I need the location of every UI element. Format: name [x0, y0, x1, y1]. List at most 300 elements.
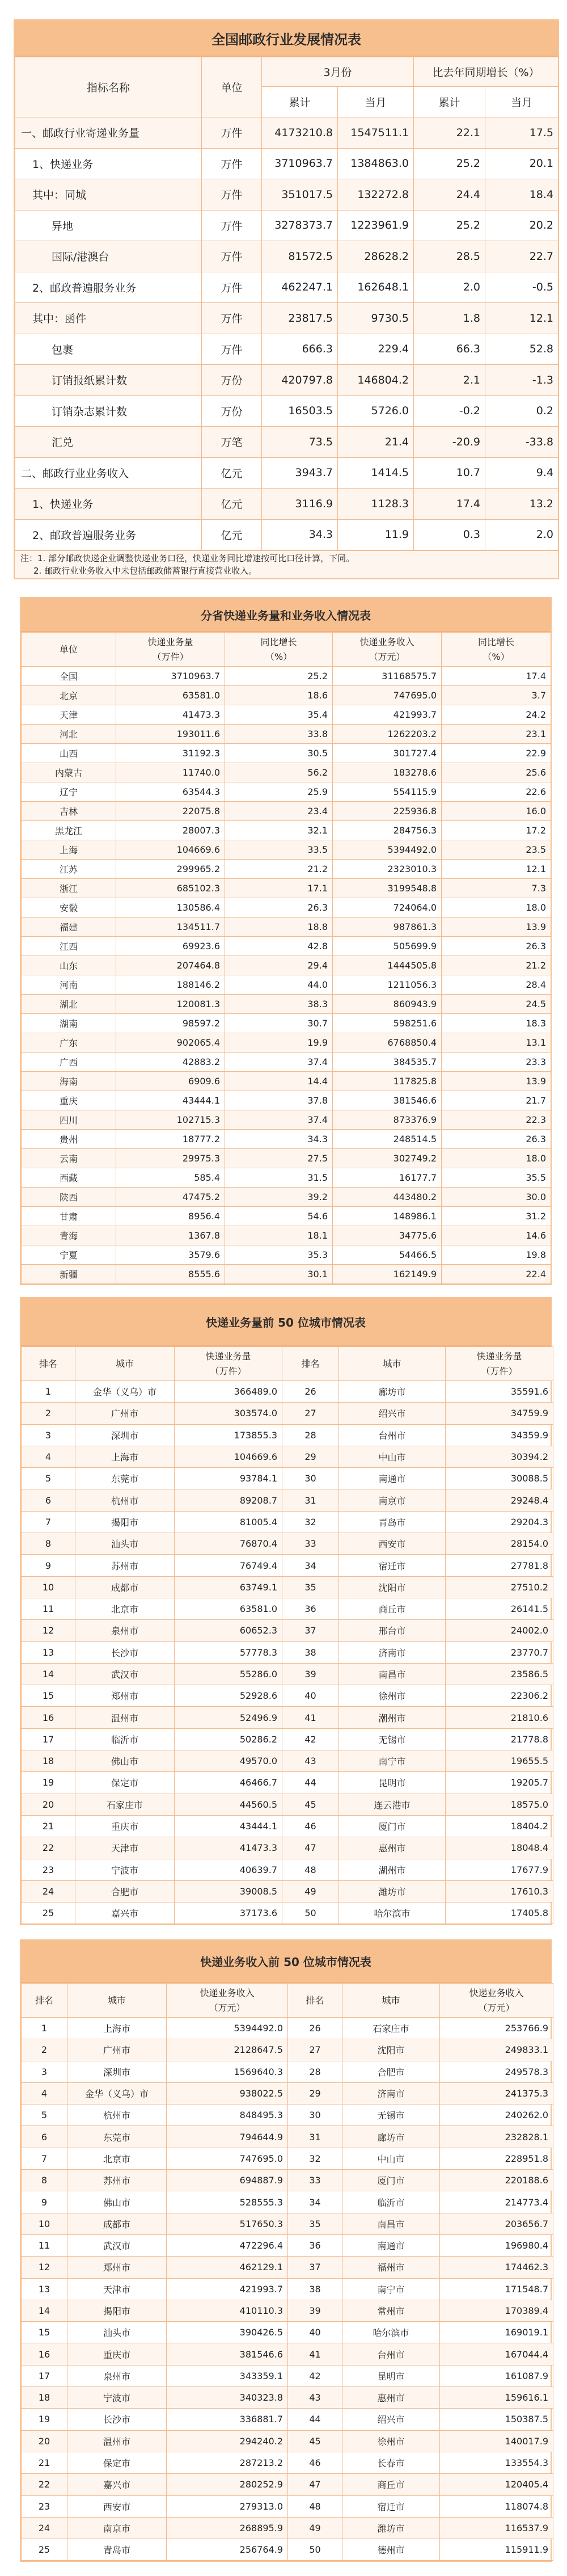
rank-cell: 25 [22, 2539, 67, 2561]
city-cell: 广州市 [67, 2039, 167, 2061]
growth-current-cell: 52.8 [485, 334, 558, 365]
indicator-name-cell: 1、快递业务 [15, 489, 202, 520]
table-row [22, 1053, 551, 1072]
growth-cumulative-cell: 0.3 [414, 519, 485, 550]
value-cell: 303574.0 [175, 1403, 282, 1424]
value-cell: 26141.5 [446, 1598, 553, 1619]
header-city: 城市 [75, 1347, 175, 1381]
table-row [22, 1091, 551, 1110]
revenue-growth-cell: 18.0 [442, 1149, 551, 1168]
rank-cell: 3 [22, 1424, 75, 1446]
header-cumulative: 累计 [262, 87, 338, 117]
revenue-cell: 384535.7 [333, 1053, 442, 1072]
rank-cell: 22 [22, 1837, 75, 1859]
city-cell: 揭阳市 [67, 2300, 167, 2321]
table-row [22, 2409, 553, 2430]
table-row [22, 2322, 553, 2343]
revenue-growth-cell: 31.2 [442, 1207, 551, 1226]
value-cell: 848495.3 [167, 2104, 288, 2126]
volume-cell: 42883.2 [116, 1053, 225, 1072]
rank-cell: 2 [22, 1403, 75, 1424]
header-rank: 排名 [22, 1984, 67, 2018]
rank-cell: 2 [22, 2039, 67, 2061]
city-cell: 泉州市 [67, 2365, 167, 2386]
city-cell: 北京市 [75, 1598, 175, 1619]
revenue-growth-cell: 23.5 [442, 840, 551, 860]
growth-current-cell: 12.1 [485, 303, 558, 334]
value-cell: 390426.5 [167, 2322, 288, 2343]
city-cell: 邢台市 [339, 1620, 446, 1641]
revenue-cell: 443480.2 [333, 1188, 442, 1207]
volume-growth-cell: 54.6 [225, 1207, 333, 1226]
rank-cell: 43 [282, 1750, 339, 1772]
value-cell: 343359.1 [167, 2365, 288, 2386]
city-cell: 连云港市 [339, 1794, 446, 1815]
city-cell: 广州市 [75, 1403, 175, 1424]
city-cell: 南昌市 [342, 2213, 440, 2234]
cumulative-cell: 420797.8 [262, 365, 338, 396]
rank-cell: 35 [282, 1576, 339, 1598]
city-cell: 长沙市 [67, 2409, 167, 2430]
rank-cell: 31 [282, 1489, 339, 1511]
national-postal-grid [15, 57, 558, 550]
volume-growth-cell: 35.3 [225, 1245, 333, 1265]
rank-cell: 31 [288, 2126, 342, 2148]
city-cell: 青岛市 [67, 2539, 167, 2561]
value-cell: 52496.9 [175, 1707, 282, 1728]
city-cell: 合肥市 [75, 1880, 175, 1902]
table-row [22, 1130, 551, 1149]
table-row [22, 1902, 553, 1924]
city-cell: 廊坊市 [342, 2126, 440, 2148]
value-cell: 29248.4 [446, 1489, 553, 1511]
province-cell: 广西 [22, 1053, 116, 1072]
city-cell: 深圳市 [67, 2061, 167, 2082]
province-cell: 安徽 [22, 898, 116, 917]
header-city-2: 城市 [339, 1347, 446, 1381]
volume-cell: 1367.8 [116, 1226, 225, 1245]
table-row [22, 821, 551, 840]
cumulative-cell: 351017.5 [262, 179, 338, 211]
revenue-growth-cell: 23.3 [442, 1053, 551, 1072]
value-cell: 120405.4 [440, 2474, 553, 2495]
header-volume: 快递业务量 （万件） [116, 633, 225, 667]
header-revenue-growth: 同比增长 （%） [442, 633, 551, 667]
unit-cell: 万件 [202, 303, 262, 334]
province-cell: 全国 [22, 667, 116, 686]
value-cell: 18575.0 [446, 1794, 553, 1815]
cumulative-cell: 16503.5 [262, 395, 338, 427]
table-row [22, 937, 551, 956]
revenue-growth-cell: 25.6 [442, 763, 551, 782]
indicator-name-cell: 2、邮政普遍服务业务 [15, 519, 202, 550]
table-row [22, 975, 551, 995]
value-cell: 381546.6 [167, 2343, 288, 2365]
value-cell: 22306.2 [446, 1685, 553, 1707]
table-row [22, 2234, 553, 2256]
table-row [22, 2039, 553, 2061]
value-cell: 21778.8 [446, 1728, 553, 1750]
top50-volume-grid [21, 1346, 553, 1924]
rank-cell: 38 [288, 2278, 342, 2300]
value-cell: 55286.0 [175, 1663, 282, 1685]
current-month-cell: 1128.3 [338, 489, 414, 520]
header-current-month: 当月 [338, 87, 414, 117]
province-cell: 内蒙古 [22, 763, 116, 782]
city-cell: 无锡市 [339, 1728, 446, 1750]
rank-cell: 30 [282, 1468, 339, 1489]
table-row [22, 744, 551, 763]
city-cell: 青岛市 [339, 1511, 446, 1533]
table-row [22, 840, 551, 860]
header-volume-growth: 同比增长 （%） [225, 633, 333, 667]
revenue-growth-cell: 35.5 [442, 1168, 551, 1188]
rank-cell: 8 [22, 1533, 75, 1555]
rank-cell: 47 [282, 1837, 339, 1859]
city-cell: 昆明市 [339, 1772, 446, 1794]
city-cell: 厦门市 [339, 1815, 446, 1837]
revenue-cell: 724064.0 [333, 898, 442, 917]
national-postal-table [14, 19, 559, 579]
city-cell: 金华（义乌）市 [75, 1381, 175, 1403]
province-cell: 重庆 [22, 1091, 116, 1110]
table-row [22, 782, 551, 802]
current-month-cell: 1223961.9 [338, 210, 414, 241]
revenue-cell: 248514.5 [333, 1130, 442, 1149]
table-row [22, 763, 551, 782]
table-row [22, 1794, 553, 1815]
city-cell: 深圳市 [75, 1424, 175, 1446]
rank-cell: 27 [282, 1403, 339, 1424]
value-cell: 747695.0 [167, 2148, 288, 2169]
rank-cell: 18 [22, 2387, 67, 2409]
city-cell: 湖州市 [339, 1859, 446, 1880]
volume-growth-cell: 26.3 [225, 898, 333, 917]
cumulative-cell: 3278373.7 [262, 210, 338, 241]
rank-cell: 21 [22, 1815, 75, 1837]
volume-growth-cell: 29.4 [225, 956, 333, 975]
city-cell: 西安市 [339, 1533, 446, 1555]
table-row [22, 1188, 551, 1207]
revenue-growth-cell: 16.0 [442, 802, 551, 821]
revenue-growth-cell: 17.2 [442, 821, 551, 840]
volume-cell: 299965.2 [116, 860, 225, 879]
volume-cell: 902065.4 [116, 1033, 225, 1053]
current-month-cell: 229.4 [338, 334, 414, 365]
table-row [22, 1033, 551, 1053]
revenue-growth-cell: 24.2 [442, 705, 551, 725]
current-month-cell: 162648.1 [338, 272, 414, 303]
city-cell: 嘉兴市 [75, 1902, 175, 1924]
cumulative-cell: 666.3 [262, 334, 338, 365]
volume-growth-cell: 33.5 [225, 840, 333, 860]
value-cell: 50286.2 [175, 1728, 282, 1750]
value-cell: 1569640.3 [167, 2061, 288, 2082]
revenue-growth-cell: 12.1 [442, 860, 551, 879]
current-month-cell: 5726.0 [338, 395, 414, 427]
revenue-growth-cell: 22.9 [442, 744, 551, 763]
indicator-name-cell: 其中：同城 [15, 179, 202, 211]
city-cell: 徐州市 [339, 1685, 446, 1707]
city-cell: 沈阳市 [339, 1576, 446, 1598]
current-month-cell: 11.9 [338, 519, 414, 550]
indicator-name-cell: 其中：函件 [15, 303, 202, 334]
city-cell: 潍坊市 [342, 2517, 440, 2539]
revenue-growth-cell: 26.3 [442, 937, 551, 956]
table-row [15, 365, 558, 396]
table-row [22, 956, 551, 975]
value-cell: 336881.7 [167, 2409, 288, 2430]
volume-growth-cell: 33.8 [225, 725, 333, 744]
revenue-growth-cell: 7.3 [442, 879, 551, 898]
table-row [22, 2257, 553, 2278]
revenue-cell: 421993.7 [333, 705, 442, 725]
volume-growth-cell: 37.4 [225, 1110, 333, 1130]
rank-cell: 44 [282, 1772, 339, 1794]
table-row [22, 2104, 553, 2126]
table-row [22, 1685, 553, 1707]
city-cell: 宿迁市 [339, 1555, 446, 1576]
table-title: 快递业务收入前 50 位城市情况表 [21, 1941, 551, 1983]
rank-cell: 7 [22, 2148, 67, 2169]
volume-cell: 3579.6 [116, 1245, 225, 1265]
rank-cell: 15 [22, 1685, 75, 1707]
unit-cell: 万件 [202, 210, 262, 241]
city-cell: 成都市 [67, 2213, 167, 2234]
growth-current-cell: -33.8 [485, 427, 558, 458]
volume-growth-cell: 17.1 [225, 879, 333, 898]
rank-cell: 19 [22, 1772, 75, 1794]
province-cell: 青海 [22, 1226, 116, 1245]
value-cell: 472296.4 [167, 2234, 288, 2256]
rank-cell: 19 [22, 2409, 67, 2430]
volume-growth-cell: 56.2 [225, 763, 333, 782]
rank-cell: 13 [22, 1641, 75, 1663]
table-row [22, 879, 551, 898]
unit-cell: 万件 [202, 241, 262, 272]
city-cell: 汕头市 [67, 2322, 167, 2343]
city-cell: 惠州市 [339, 1837, 446, 1859]
table-row [22, 2517, 553, 2539]
city-cell: 杭州市 [75, 1489, 175, 1511]
city-cell: 长春市 [342, 2452, 440, 2473]
revenue-growth-cell: 22.6 [442, 782, 551, 802]
table-row [22, 725, 551, 744]
table-row [22, 1226, 551, 1245]
rank-cell: 50 [288, 2539, 342, 2561]
table-row [22, 2148, 553, 2169]
indicator-name-cell: 国际/港澳台 [15, 241, 202, 272]
revenue-cell: 34775.6 [333, 1226, 442, 1245]
rank-cell: 17 [22, 1728, 75, 1750]
table-row [22, 2495, 553, 2517]
volume-cell: 11740.0 [116, 763, 225, 782]
volume-cell: 63581.0 [116, 686, 225, 705]
header-unit: 单位 [22, 633, 116, 667]
current-month-cell: 1414.5 [338, 457, 414, 489]
table-row [22, 860, 551, 879]
table-row [15, 427, 558, 458]
city-cell: 济南市 [342, 2082, 440, 2104]
value-cell: 150387.5 [440, 2409, 553, 2430]
revenue-growth-cell: 14.6 [442, 1226, 551, 1245]
rank-cell: 48 [282, 1859, 339, 1880]
rank-cell: 8 [22, 2170, 67, 2191]
table-title: 全国邮政行业发展情况表 [15, 20, 558, 57]
revenue-cell: 505699.9 [333, 937, 442, 956]
revenue-cell: 54466.5 [333, 1245, 442, 1265]
growth-cumulative-cell: 1.8 [414, 303, 485, 334]
city-cell: 佛山市 [67, 2191, 167, 2213]
value-cell: 256764.9 [167, 2539, 288, 2561]
province-cell: 宁夏 [22, 1245, 116, 1265]
rank-cell: 26 [282, 1381, 339, 1403]
volume-growth-cell: 39.2 [225, 1188, 333, 1207]
indicator-name-cell: 1、快递业务 [15, 148, 202, 179]
value-cell: 118074.8 [440, 2495, 553, 2517]
rank-cell: 26 [288, 2018, 342, 2039]
value-cell: 17677.9 [446, 1859, 553, 1880]
table-row [15, 457, 558, 489]
city-cell: 临沂市 [75, 1728, 175, 1750]
city-cell: 福州市 [342, 2257, 440, 2278]
growth-cumulative-cell: 24.4 [414, 179, 485, 211]
revenue-growth-cell: 18.0 [442, 898, 551, 917]
rank-cell: 33 [288, 2170, 342, 2191]
city-cell: 潮州市 [339, 1707, 446, 1728]
table-row [22, 1750, 553, 1772]
city-cell: 石家庄市 [342, 2018, 440, 2039]
volume-growth-cell: 31.5 [225, 1168, 333, 1188]
value-cell: 40639.7 [175, 1859, 282, 1880]
value-cell: 462129.1 [167, 2257, 288, 2278]
city-cell: 中山市 [342, 2148, 440, 2169]
city-cell: 南宁市 [342, 2278, 440, 2300]
top50-volume-cities-table [20, 1297, 552, 1925]
rank-cell: 41 [282, 1707, 339, 1728]
volume-cell: 98597.2 [116, 1014, 225, 1033]
value-cell: 21810.6 [446, 1707, 553, 1728]
city-cell: 上海市 [75, 1446, 175, 1467]
province-cell: 四川 [22, 1110, 116, 1130]
table-row [22, 2213, 553, 2234]
table-row [22, 2278, 553, 2300]
volume-cell: 104669.6 [116, 840, 225, 860]
city-cell: 潍坊市 [339, 1880, 446, 1902]
table-row [22, 1837, 553, 1859]
city-cell: 哈尔滨市 [339, 1902, 446, 1924]
city-cell: 南京市 [67, 2517, 167, 2539]
indicator-name-cell: 包裹 [15, 334, 202, 365]
note-line-2: 2. 邮政行业业务收入中未包括邮政储蓄银行直接营业收入。 [33, 566, 257, 576]
province-cell: 湖北 [22, 995, 116, 1014]
table-row [22, 1576, 553, 1598]
rank-cell: 37 [288, 2257, 342, 2278]
province-cell: 河北 [22, 725, 116, 744]
table-row [22, 2430, 553, 2452]
value-cell: 528555.3 [167, 2191, 288, 2213]
rank-cell: 36 [282, 1598, 339, 1619]
volume-growth-cell: 18.8 [225, 917, 333, 937]
value-cell: 366489.0 [175, 1381, 282, 1403]
value-cell: 410110.3 [167, 2300, 288, 2321]
volume-cell: 8956.4 [116, 1207, 225, 1226]
revenue-cell: 162149.9 [333, 1265, 442, 1284]
rank-cell: 44 [288, 2409, 342, 2430]
volume-growth-cell: 23.4 [225, 802, 333, 821]
table-row [22, 2452, 553, 2473]
revenue-growth-cell: 18.3 [442, 1014, 551, 1033]
table-row [22, 1468, 553, 1489]
city-cell: 温州市 [75, 1707, 175, 1728]
province-cell: 辽宁 [22, 782, 116, 802]
volume-growth-cell: 19.9 [225, 1033, 333, 1053]
cumulative-cell: 73.5 [262, 427, 338, 458]
province-cell: 新疆 [22, 1265, 116, 1284]
growth-cumulative-cell: 2.1 [414, 365, 485, 396]
rank-cell: 15 [22, 2322, 67, 2343]
city-cell: 重庆市 [67, 2343, 167, 2365]
revenue-cell: 225936.8 [333, 802, 442, 821]
value-cell: 43444.1 [175, 1815, 282, 1837]
city-cell: 金华（义乌）市 [67, 2082, 167, 2104]
table-row [22, 1207, 551, 1226]
rank-cell: 22 [22, 2474, 67, 2495]
value-cell: 159616.1 [440, 2387, 553, 2409]
city-cell: 东莞市 [75, 1468, 175, 1489]
volume-cell: 3710963.7 [116, 667, 225, 686]
city-cell: 长沙市 [75, 1641, 175, 1663]
table-row [15, 210, 558, 241]
city-cell: 惠州市 [342, 2387, 440, 2409]
city-cell: 台州市 [339, 1424, 446, 1446]
rank-cell: 30 [288, 2104, 342, 2126]
volume-cell: 207464.8 [116, 956, 225, 975]
revenue-cell: 987861.3 [333, 917, 442, 937]
province-cell: 湖南 [22, 1014, 116, 1033]
growth-current-cell: 0.2 [485, 395, 558, 427]
city-cell: 绍兴市 [339, 1403, 446, 1424]
province-cell: 山东 [22, 956, 116, 975]
city-cell: 廊坊市 [339, 1381, 446, 1403]
volume-cell: 585.4 [116, 1168, 225, 1188]
table-row [22, 667, 551, 686]
volume-cell: 685102.3 [116, 879, 225, 898]
province-cell: 云南 [22, 1149, 116, 1168]
rank-cell: 40 [288, 2322, 342, 2343]
value-cell: 76870.4 [175, 1533, 282, 1555]
value-cell: 280252.9 [167, 2474, 288, 2495]
header-revenue-2: 快递业务收入 （万元） [440, 1984, 553, 2018]
revenue-growth-cell: 22.3 [442, 1110, 551, 1130]
revenue-cell: 302749.2 [333, 1149, 442, 1168]
province-cell: 北京 [22, 686, 116, 705]
rank-cell: 34 [282, 1555, 339, 1576]
rank-cell: 34 [288, 2191, 342, 2213]
volume-cell: 188146.2 [116, 975, 225, 995]
rank-cell: 50 [282, 1902, 339, 1924]
cumulative-cell: 3116.9 [262, 489, 338, 520]
table-row [22, 1168, 551, 1188]
unit-cell: 万份 [202, 365, 262, 396]
indicator-name-cell: 汇兑 [15, 427, 202, 458]
city-cell: 台州市 [342, 2343, 440, 2365]
growth-cumulative-cell: 2.0 [414, 272, 485, 303]
header-volume: 快递业务量 （万件） [175, 1347, 282, 1381]
value-cell: 63749.1 [175, 1576, 282, 1598]
value-cell: 52928.6 [175, 1685, 282, 1707]
revenue-cell: 6768850.4 [333, 1033, 442, 1053]
